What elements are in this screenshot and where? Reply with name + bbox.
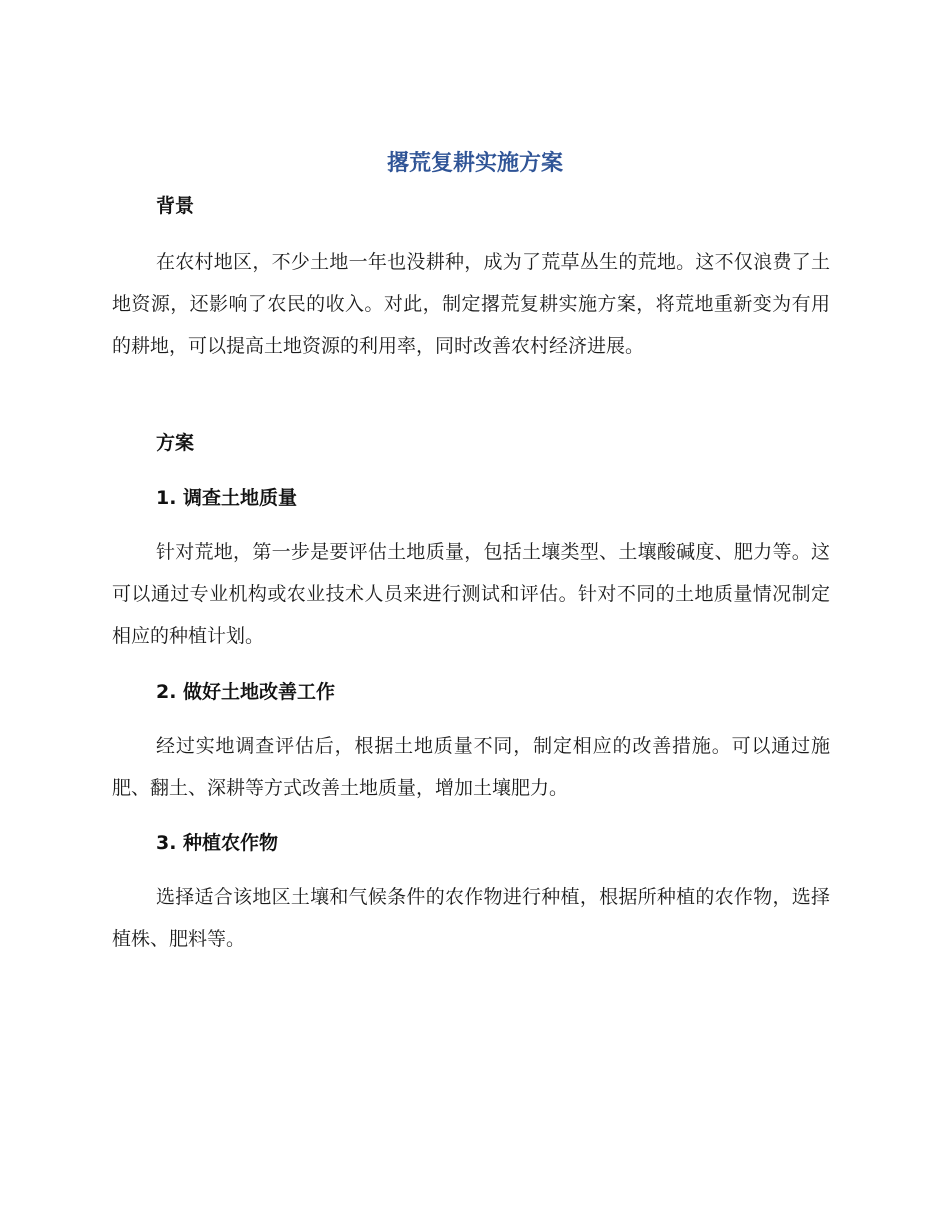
section-paragraph-survey-land: 针对荒地，第一步是要评估土地质量，包括土壤类型、土壤酸碱度、肥力等。这可以通过专业机构或农业技术人员来进行测试和评估。针对不同的土地质量情况制定相应的种植计划。 <box>112 541 830 647</box>
section-paragraph-land-improvement: 经过实地调查评估后，根据土地质量不同，制定相应的改善措施。可以通过施肥、翻土、深耕等方式改善土地质量，增加土壤肥力。 <box>112 735 830 799</box>
section-heading-land-improvement: 2. 做好土地改善工作 <box>156 681 336 703</box>
section-heading-background: 背景 <box>156 195 195 217</box>
section-paragraph-plant-crops: 选择适合该地区土壤和气候条件的农作物进行种植，根据所种植的农作物，选择植株、肥料等。 <box>112 886 830 950</box>
section-paragraph-background: 在农村地区，不少土地一年也没耕种，成为了荒草丛生的荒地。这不仅浪费了土地资源，还影响了农民的收入。对此，制定撂荒复耕实施方案，将荒地重新变为有用的耕地，可以提高土地资源的利用率，同时改善农村经济进展。 <box>112 251 830 357</box>
document-title: 撂荒复耕实施方案 <box>386 151 563 176</box>
section-heading-survey-land: 1. 调查土地质量 <box>156 487 298 509</box>
section-heading-plan: 方案 <box>156 432 195 454</box>
section-heading-plant-crops: 3. 种植农作物 <box>156 832 279 854</box>
